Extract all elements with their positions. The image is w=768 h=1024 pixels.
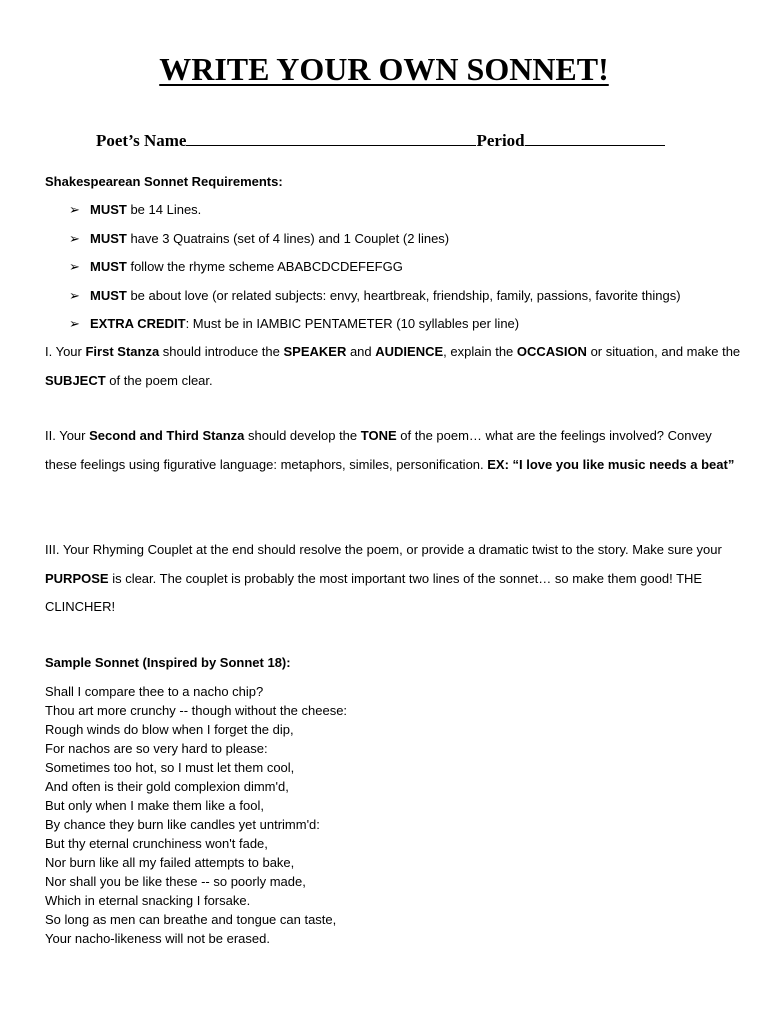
arrowhead-bullet-icon: ➢: [69, 230, 80, 246]
poem-line: Thou art more crunchy -- though without the cheese:: [45, 703, 348, 718]
poem-line: Sometimes too hot, so I must let them cool,: [45, 760, 295, 775]
second-third-stanza-paragraph: II. Your Second and Third Stanza should develop the TONE of the poem… what are the feelings involved? Convey these feelings using figurative language: metaphors, similes, personification. EX: “I love you like music needs a beat”: [45, 428, 735, 472]
poem-line: Shall I compare thee to a nacho chip?: [45, 684, 264, 699]
requirement-item: ➢ MUST follow the rhyme scheme ABABCDCDEFEFGG: [45, 257, 745, 286]
arrowhead-bullet-icon: ➢: [69, 202, 80, 217]
requirements-heading: Shakespearean Sonnet Requirements:: [45, 174, 283, 189]
period-label: Period: [476, 131, 525, 150]
arrowhead-bullet-icon: ➢: [69, 287, 80, 303]
poem-line: So long as men can breathe and tongue can taste,: [45, 912, 337, 927]
first-stanza-paragraph: I. Your First Stanza should introduce the SPEAKER and AUDIENCE, explain the OCCASION or situation, and make the SUBJECT of the poem clear.: [45, 344, 741, 388]
requirements-list: [45, 200, 745, 343]
period-blank: [525, 129, 665, 146]
poet-name-blank: [186, 129, 476, 146]
requirement-item: ➢ MUST have 3 Quatrains (set of 4 lines) and 1 Couplet (2 lines): [45, 229, 745, 258]
poem-line: And often is their gold complexion dimm'd,: [45, 779, 289, 794]
arrowhead-bullet-icon: ➢: [69, 316, 80, 331]
sample-sonnet-heading: Sample Sonnet (Inspired by Sonnet 18):: [45, 655, 291, 670]
poem-line: But only when I make them like a fool,: [45, 798, 264, 813]
poem-line: But thy eternal crunchiness won't fade,: [45, 836, 268, 851]
requirement-item: ➢ EXTRA CREDIT: Must be in IAMBIC PENTAMETER (10 syllables per line): [45, 314, 745, 343]
requirement-item: ➢ MUST be 14 Lines.: [45, 200, 745, 229]
requirement-item: ➢ MUST be about love (or related subjects: envy, heartbreak, friendship, family, passions, favorite things): [45, 286, 745, 315]
arrowhead-bullet-icon: ➢: [69, 259, 80, 274]
sample-sonnet: [45, 682, 745, 948]
poem-line: For nachos are so very hard to please:: [45, 741, 268, 756]
poet-name-label: Poet’s Name: [96, 131, 187, 150]
poem-line: Nor shall you be like these -- so poorly made,: [45, 874, 306, 889]
poem-line: Nor burn like all my failed attempts to bake,: [45, 855, 295, 870]
poem-line: Which in eternal snacking I forsake.: [45, 893, 251, 908]
poem-line: By chance they burn like candles yet untrimm'd:: [45, 817, 320, 832]
page-title: WRITE YOUR OWN SONNET!: [159, 51, 609, 87]
poet-name-line: [96, 129, 696, 152]
poem-line: Your nacho-likeness will not be erased.: [45, 931, 270, 946]
poem-line: Rough winds do blow when I forget the dip,: [45, 722, 294, 737]
couplet-paragraph: III. Your Rhyming Couplet at the end should resolve the poem, or provide a dramatic twist to the story. Make sure your PURPOSE is clear. The couplet is probably the most important two lines of the sonnet… so make them good! THE CLINCHER!: [45, 542, 722, 614]
